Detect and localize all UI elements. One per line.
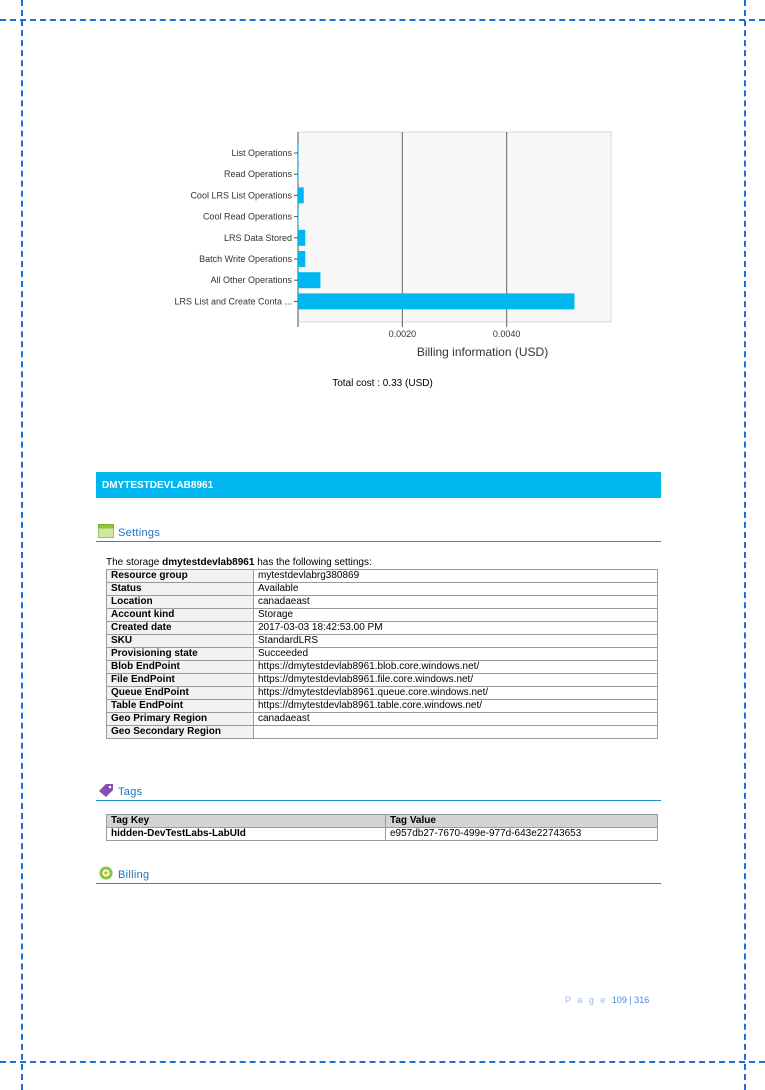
intro-prefix: The storage [106,557,163,568]
settings-table [106,569,658,739]
settings-row [107,713,658,726]
settings-section-header [96,521,661,542]
tags-col-key: Tag Key [107,815,386,828]
category-label: Cool LRS List Operations [190,190,292,201]
settings-value [254,726,658,739]
category-label: All Other Operations [210,275,292,286]
settings-row [107,622,658,635]
settings-row [107,648,658,661]
settings-value: StandardLRS [254,635,658,648]
settings-value: canadaeast [254,596,658,609]
settings-row [107,583,658,596]
settings-key: Status [107,583,254,596]
settings-value: Storage [254,609,658,622]
x-tick-label: 0.0020 [388,329,417,339]
tag-key: hidden-DevTestLabs-LabUId [107,828,386,841]
billing-chart [0,0,765,370]
settings-row [107,687,658,700]
settings-intro [106,557,372,568]
tags-heading: Tags [118,786,143,798]
settings-value: https://dmytestdevlab8961.queue.core.windows.net/ [254,687,658,700]
tags-col-value: Tag Value [386,815,658,828]
tags-section-header [96,780,661,801]
tags-row [107,828,658,841]
category-label: LRS List and Create Conta ... [174,296,292,307]
page-footer [565,995,649,1005]
settings-row [107,596,658,609]
settings-key: Table EndPoint [107,700,254,713]
settings-row [107,609,658,622]
x-axis-label: Billing information (USD) [416,345,549,359]
tags-header-row [107,815,658,828]
bottom-dashed-border [0,1061,765,1063]
settings-row [107,726,658,739]
settings-icon [98,524,114,538]
settings-key: Created date [107,622,254,635]
category-label: Batch Write Operations [199,254,292,264]
category-label: LRS Data Stored [223,232,292,243]
settings-key: SKU [107,635,254,648]
intro-suffix: has the following settings: [254,557,372,568]
settings-value: Available [254,583,658,596]
page-number: 109 | 316 [611,995,650,1005]
settings-key: Resource group [107,570,254,583]
tag-icon [98,783,114,797]
category-label: Read Operations [223,169,292,180]
billing-icon [98,866,114,880]
bar [298,209,299,225]
intro-storage-name: dmytestdevlab8961 [162,557,255,568]
billing-section-header [96,863,661,884]
x-tick-label: 0.0040 [492,329,521,339]
bar [298,187,304,203]
settings-row [107,661,658,674]
settings-value: https://dmytestdevlab8961.table.core.windows.net/ [254,700,658,713]
settings-key: Location [107,596,254,609]
bar [298,230,305,246]
category-label: List Operations [231,148,292,158]
settings-key: Account kind [107,609,254,622]
bar [298,272,320,288]
storage-banner: DMYTESTDEVLAB8961 [96,472,661,498]
settings-value: https://dmytestdevlab8961.blob.core.windows.net/ [254,661,658,674]
tags-table [106,814,658,841]
page-word: P a g e [565,995,608,1005]
settings-key: Geo Secondary Region [107,726,254,739]
bar [298,251,305,267]
settings-key: Queue EndPoint [107,687,254,700]
settings-key: Provisioning state [107,648,254,661]
bar [298,293,574,309]
settings-row [107,674,658,687]
settings-key: Blob EndPoint [107,661,254,674]
settings-key: Geo Primary Region [107,713,254,726]
settings-value: canadaeast [254,713,658,726]
settings-key: File EndPoint [107,674,254,687]
billing-heading: Billing [118,869,150,881]
settings-row [107,570,658,583]
bar [298,145,299,161]
bar [298,166,299,182]
settings-row [107,635,658,648]
settings-heading: Settings [118,527,161,539]
settings-value: https://dmytestdevlab8961.file.core.windows.net/ [254,674,658,687]
settings-value: 2017-03-03 18:42:53.00 PM [254,622,658,635]
category-label: Cool Read Operations [202,211,292,222]
tag-value: e957db27-7670-499e-977d-643e22743653 [386,828,658,841]
settings-row [107,700,658,713]
settings-value: Succeeded [254,648,658,661]
settings-value: mytestdevlabrg380869 [254,570,658,583]
total-cost: Total cost : 0.33 (USD) [332,378,433,389]
